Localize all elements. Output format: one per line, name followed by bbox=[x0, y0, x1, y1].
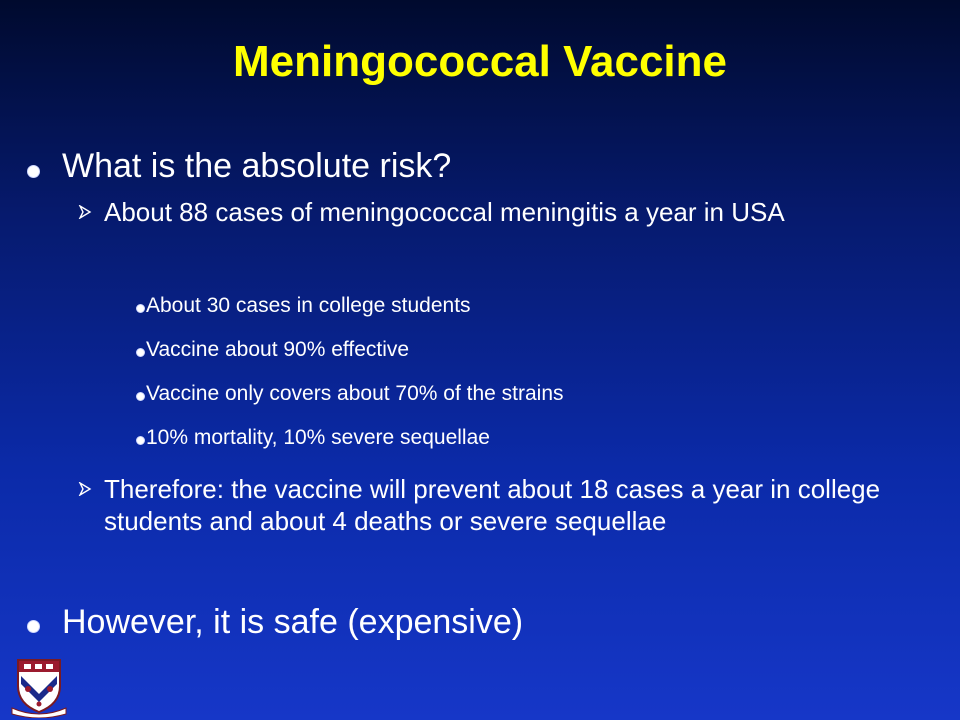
bullet-text: Vaccine only covers about 70% of the strains bbox=[146, 382, 564, 405]
bullet-dot-icon bbox=[136, 348, 145, 357]
bullet-text: Vaccine about 90% effective bbox=[146, 338, 410, 361]
arrow-bullet-icon bbox=[78, 205, 92, 219]
bullet-dot-icon bbox=[136, 304, 145, 313]
bullet-dot-icon bbox=[136, 436, 145, 445]
bullet-text: About 88 cases of meningococcal meningitis a year in USA bbox=[104, 197, 785, 227]
slide-title: Meningococcal Vaccine bbox=[233, 37, 727, 86]
bullet-text: 10% mortality, 10% severe sequellae bbox=[146, 426, 490, 449]
bullet-text: However, it is safe (expensive) bbox=[62, 603, 524, 641]
arrow-bullet-icon bbox=[78, 482, 92, 496]
bullet-text: About 30 cases in college students bbox=[146, 294, 471, 317]
university-shield-icon bbox=[8, 656, 70, 718]
bullet-text: Therefore: the vaccine will prevent about 18 cases a year in college students and about 4 deaths or severe sequellae bbox=[104, 474, 881, 536]
bullet-text: What is the absolute risk? bbox=[62, 147, 452, 185]
bullet-dot-icon bbox=[27, 620, 40, 633]
bullet-dot-icon bbox=[136, 392, 145, 401]
bullet-dot-icon bbox=[27, 165, 40, 178]
